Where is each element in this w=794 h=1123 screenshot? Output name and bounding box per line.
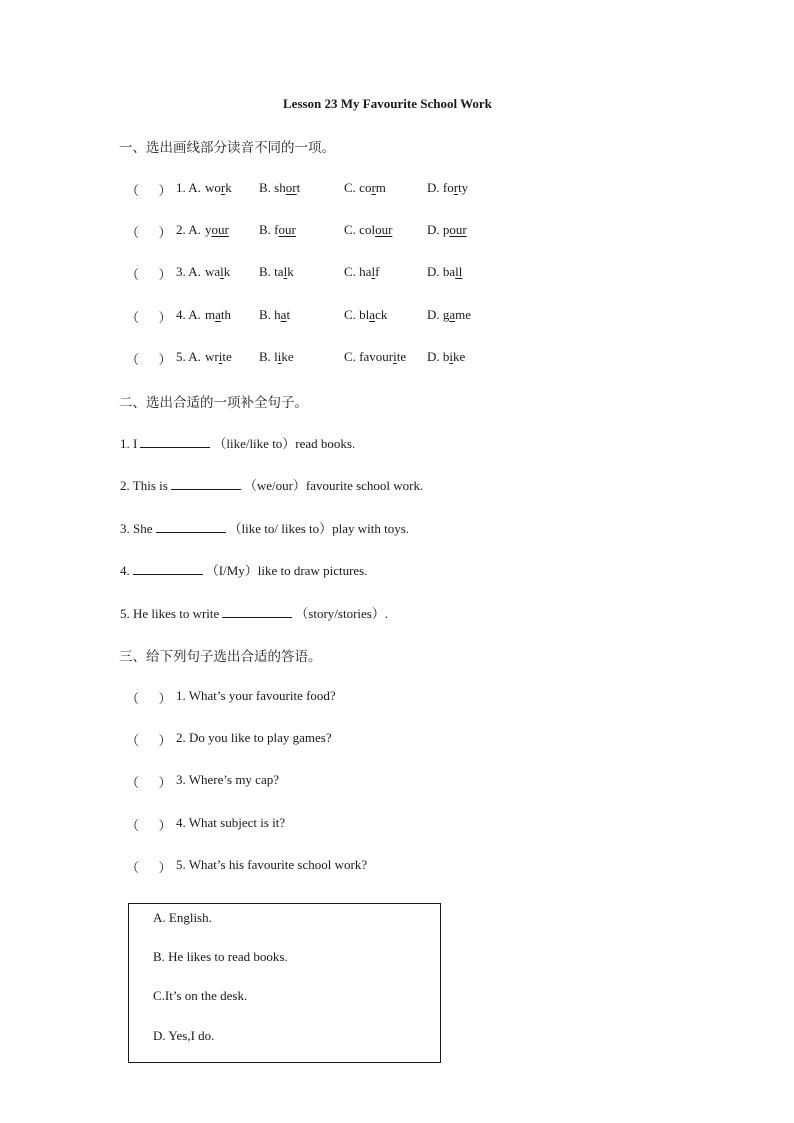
option-text: D. g: [427, 307, 450, 322]
sentence-start: 4.: [120, 563, 130, 578]
option-d: [427, 349, 465, 365]
answer-bracket[interactable]: （ ）: [126, 691, 172, 706]
option-text: C. bl: [344, 307, 370, 322]
section1-heading: 一、选出画线部分读音不同的一项。: [119, 140, 335, 156]
option-text: m: [375, 180, 386, 195]
option-b: [259, 222, 296, 238]
option-text: wa: [205, 264, 221, 279]
question-text: 2. Do you like to play games?: [176, 730, 332, 745]
underlined-letters: a: [215, 307, 221, 322]
option-text: te: [396, 349, 407, 364]
underlined-letters: our: [375, 222, 393, 237]
sentence-start: 3. She: [120, 521, 153, 536]
option-text: k: [223, 264, 231, 279]
underlined-letters: r: [371, 180, 376, 195]
answer-blank[interactable]: [133, 562, 203, 575]
option-c: [344, 180, 386, 196]
underlined-letters: i: [393, 349, 397, 364]
underlined-letters: i: [449, 349, 454, 364]
option-text: ke: [453, 349, 466, 364]
underlined-letters: i: [277, 349, 282, 364]
option-text: D. fo: [427, 180, 454, 195]
section2-heading: 二、选出合适的一项补全句子。: [119, 395, 308, 411]
answer-bracket[interactable]: （ ）: [126, 775, 172, 790]
option-text: ty: [458, 180, 469, 195]
section3-heading: 三、给下列句子选出合适的答语。: [119, 649, 322, 665]
sentence-end: （we/our）favourite school work.: [243, 478, 424, 493]
question-number: 3. A.: [176, 264, 201, 279]
option-b: [259, 307, 290, 323]
answer-option: C.It’s on the desk.: [153, 988, 248, 1003]
answer-bracket[interactable]: （ ）: [126, 267, 172, 282]
option-text: t: [296, 180, 301, 195]
underlined-letters: l: [220, 264, 224, 279]
sentence-end: （like to/ likes to）play with toys.: [228, 521, 410, 536]
option-text: B. h: [259, 307, 281, 322]
option-text: th: [220, 307, 232, 322]
option-text: wo: [205, 180, 221, 195]
answer-blank[interactable]: [222, 605, 292, 618]
option-text: C. col: [344, 222, 376, 237]
answer-option: B. He likes to read books.: [153, 949, 288, 964]
option-c: [344, 349, 406, 365]
answer-option: D. Yes,I do.: [153, 1028, 215, 1043]
answer-blank[interactable]: [171, 477, 241, 490]
answer-bracket[interactable]: （ ）: [126, 733, 172, 748]
option-a: [205, 222, 229, 238]
sentence-end: （I/My）like to draw pictures.: [205, 563, 368, 578]
option-text: t: [286, 307, 291, 322]
underlined-letters: a: [280, 307, 287, 322]
underlined-letters: a: [369, 307, 376, 322]
option-text: wr: [205, 349, 219, 364]
option-a: [205, 307, 231, 323]
option-text: D. b: [427, 349, 450, 364]
underlined-letters: i: [218, 349, 223, 364]
answer-blank[interactable]: [156, 520, 226, 533]
answer-bracket[interactable]: （ ）: [126, 183, 172, 198]
option-text: k: [287, 264, 294, 279]
option-text: C. favour: [344, 349, 394, 364]
option-b: [259, 180, 300, 196]
underlined-letters: r: [453, 180, 459, 195]
answer-blank[interactable]: [140, 435, 210, 448]
underlined-letters: ll: [455, 264, 463, 279]
option-text: ck: [375, 307, 388, 322]
underlined-letters: our: [211, 222, 229, 237]
answer-bracket[interactable]: （ ）: [126, 225, 172, 240]
question-number: 2. A.: [176, 222, 201, 237]
option-text: me: [455, 307, 472, 322]
sentence-start: 5. He likes to write: [120, 606, 220, 621]
underlined-letters: a: [449, 307, 456, 322]
underlined-letters: l: [283, 264, 288, 279]
fill-blank-item: [120, 433, 355, 452]
option-text: k: [225, 180, 232, 195]
option-d: [427, 264, 462, 280]
option-c: [344, 307, 387, 323]
option-b: [259, 264, 294, 280]
option-c: [344, 222, 392, 238]
answer-bracket[interactable]: （ ）: [126, 310, 172, 325]
option-text: D. ba: [427, 264, 456, 279]
question-text: 5. What’s his favourite school work?: [176, 857, 368, 872]
underlined-letters: r: [220, 180, 226, 195]
page-title: Lesson 23 My Favourite School Work: [283, 96, 492, 111]
answer-option: A. English.: [153, 910, 212, 925]
option-d: [427, 180, 468, 196]
option-d: [427, 222, 467, 238]
option-text: C. co: [344, 180, 372, 195]
option-text: y: [205, 222, 212, 237]
option-text: ke: [281, 349, 294, 364]
underlined-letters: l: [371, 264, 376, 279]
option-text: B. f: [259, 222, 279, 237]
underlined-letters: our: [449, 222, 467, 237]
underlined-letters: or: [285, 180, 297, 195]
question-number: 1. A.: [176, 180, 201, 195]
option-text: C. ha: [344, 264, 372, 279]
option-a: [205, 180, 232, 196]
answer-bracket[interactable]: （ ）: [126, 860, 172, 875]
question-text: 4. What subject is it?: [176, 815, 286, 830]
fill-blank-item: [120, 475, 423, 494]
option-text: D. p: [427, 222, 450, 237]
answer-options-box: [128, 903, 441, 1063]
question-text: 1. What’s your favourite food?: [176, 688, 336, 703]
question-number: 4. A.: [176, 307, 201, 322]
sentence-end: （story/stories）.: [295, 606, 389, 621]
sentence-start: 2. This is: [120, 478, 168, 493]
option-a: [205, 349, 232, 365]
question-number: 5. A.: [176, 349, 201, 364]
fill-blank-item: [120, 560, 368, 579]
option-text: B. ta: [259, 264, 284, 279]
option-text: te: [222, 349, 232, 364]
underlined-letters: our: [278, 222, 296, 237]
answer-bracket[interactable]: （ ）: [126, 352, 172, 367]
option-a: [205, 264, 230, 280]
option-text: f: [375, 264, 380, 279]
option-c: [344, 264, 379, 280]
option-b: [259, 349, 294, 365]
option-text: B. sh: [259, 180, 286, 195]
sentence-end: （like/like to）read books.: [213, 436, 356, 451]
answer-bracket[interactable]: （ ）: [126, 818, 172, 833]
sentence-start: 1. I: [120, 436, 138, 451]
fill-blank-item: [120, 603, 388, 622]
fill-blank-item: [120, 518, 409, 537]
option-d: [427, 307, 471, 323]
question-text: 3. Where’s my cap?: [176, 772, 279, 787]
option-text: m: [205, 307, 216, 322]
option-text: B. l: [259, 349, 278, 364]
